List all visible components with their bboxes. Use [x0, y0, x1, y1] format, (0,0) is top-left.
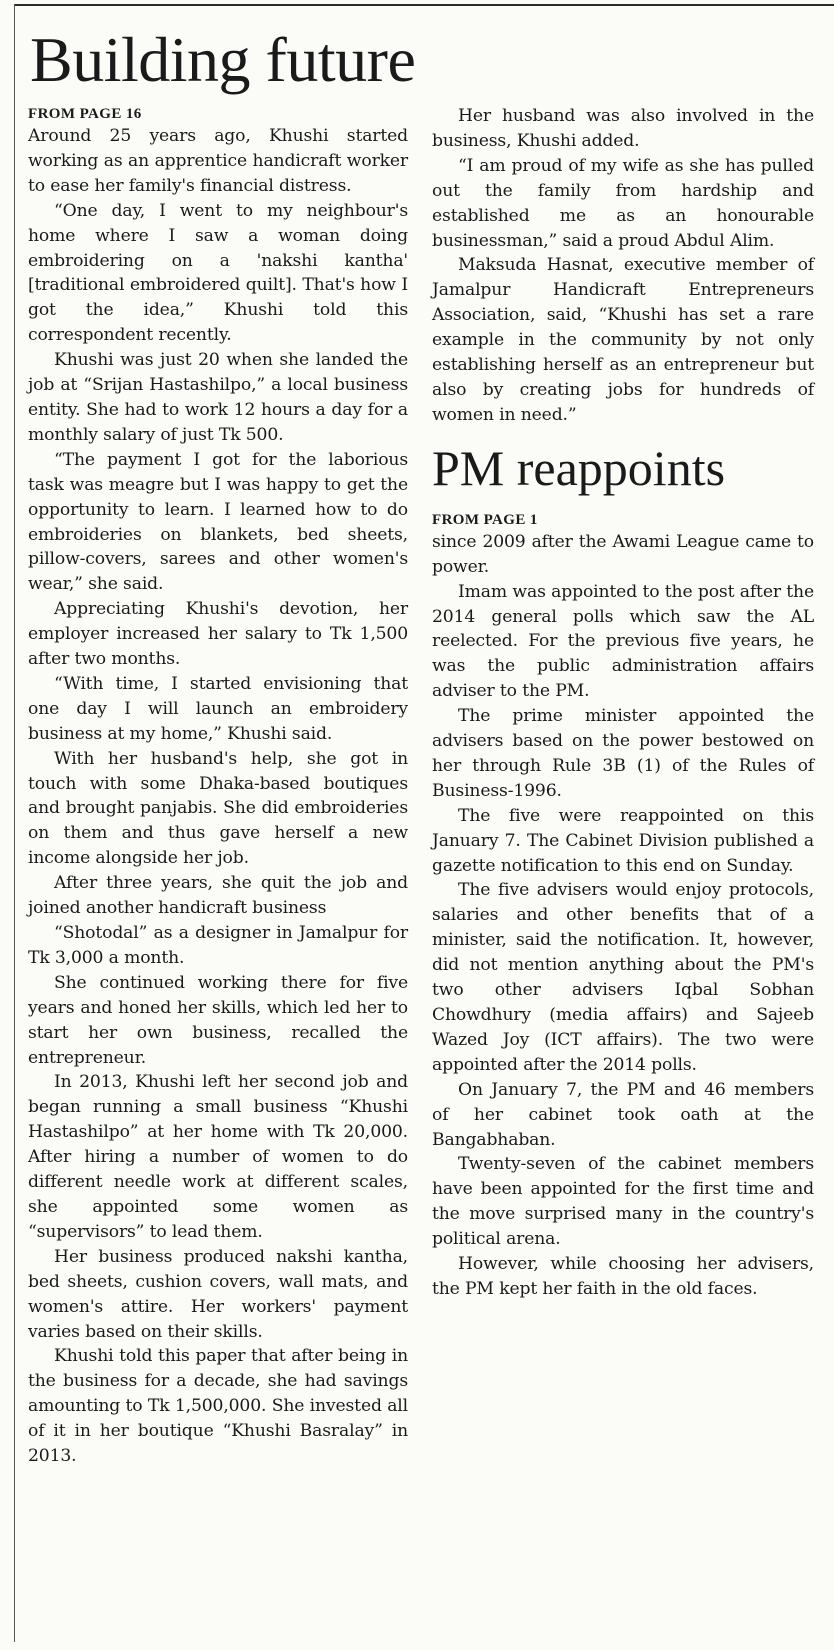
right-column: [432, 104, 814, 1302]
paragraph: “The payment I got for the laborious task was meagre but I was happy to get the opportunity to learn. I learned how to do embroideries on blankets, bed sheets, pillow-covers, sarees and other women's wear,” she said.: [28, 449, 408, 595]
paragraph: “One day, I went to my neighbour's home where I saw a woman doing embroidering on a 'nakshi kantha' [traditional embroidered quilt]. That's how I got the idea,” Khushi told this correspondent recently.: [28, 200, 408, 346]
paragraph: “With time, I started envisioning that one day I will launch an embroidery business at my home,” Khushi said.: [28, 673, 408, 744]
paragraph: “I am proud of my wife as she has pulled out the family from hardship and established me as an honourable businessman,” said a proud Abdul Alim.: [432, 155, 814, 251]
paragraph: “Shotodal” as a designer in Jamalpur for Tk 3,000 a month.: [28, 923, 408, 968]
paragraph: Her business produced nakshi kantha, bed sheets, cushion covers, wall mats, and women's attire. Her workers' payment varies based on their skills.: [28, 1246, 408, 1342]
paragraph: The five were reappointed on this January 7. The Cabinet Division published a gazette notification to this end on Sunday.: [432, 805, 814, 876]
paragraph: On January 7, the PM and 46 members of her cabinet took oath at the Bangabhaban.: [432, 1079, 814, 1150]
jump-line-from-page-1: FROM PAGE 1: [432, 511, 538, 528]
paragraph: Appreciating Khushi's devotion, her employer increased her salary to Tk 1,500 after two months.: [28, 599, 408, 670]
paragraph: She continued working there for five years and honed her skills, which led her to start her own business, recalled the entrepreneur.: [28, 972, 408, 1068]
top-rule: [14, 4, 834, 6]
paragraph: Twenty-seven of the cabinet members have been appointed for the first time and the move surprised many in the country's political arena.: [432, 1154, 814, 1250]
paragraph: Around 25 years ago, Khushi started working as an apprentice handicraft worker to ease her family's financial distress.: [28, 126, 408, 196]
paragraph: Imam was appointed to the post after the 2014 general polls which saw the AL reelected. For the previous five years, he was the public administration affairs adviser to the PM.: [432, 581, 814, 702]
paragraph: However, while choosing her advisers, the PM kept her faith in the old faces.: [432, 1254, 814, 1299]
article-headline-building-future: Building future: [30, 24, 416, 95]
paragraph: With her husband's help, she got in touch with some Dhaka-based boutiques and brought panjabis. She did embroideries on them and thus gave herself a new income alongside her job.: [28, 748, 408, 869]
paragraph: Khushi told this paper that after being in the business for a decade, she had savings amounting to Tk 1,500,000. She invested all of it in her boutique “Khushi Basralay” in 2013.: [28, 1346, 408, 1467]
paragraph: The five advisers would enjoy protocols, salaries and other benefits that of a minister, said the notification. It, however, did not mention anything about the PM's two other advisers Iqbal Sobhan Chowdhury (media affairs) and Sajeeb Wazed Joy (ICT affairs). The two were appointed after the 2014 polls.: [432, 880, 814, 1075]
left-column: [28, 104, 408, 1469]
paragraph: since 2009 after the Awami League came to power.: [432, 531, 814, 577]
paragraph: After three years, she quit the job and joined another handicraft business: [28, 873, 408, 919]
article-headline-pm-reappoints: PM reappoints: [432, 439, 726, 496]
paragraph: Khushi was just 20 when she landed the job at “Srijan Hastashilpo,” a local business entity. She had to work 12 hours a day for a monthly salary of just Tk 500.: [28, 350, 408, 445]
paragraph: The prime minister appointed the advisers based on the power bestowed on her through Rule 3B (1) of the Rules of Business-1996.: [432, 706, 814, 801]
paragraph: Maksuda Hasnat, executive member of Jamalpur Handicraft Entrepreneurs Association, said, “Khushi has set a rare example in the community by not only establishing herself as an entrepreneur but also by creating jobs for hundreds of women in need.”: [432, 255, 814, 425]
jump-line-from-page-16: FROM PAGE 16: [28, 106, 142, 122]
left-column-rule: [14, 4, 15, 1642]
paragraph: Her husband was also involved in the business, Khushi added.: [432, 106, 814, 151]
paragraph: In 2013, Khushi left her second job and began running a small business “Khushi Hastashilpo” at her home with Tk 20,000. After hiring a number of women to do different needle work at different scales, she appointed some women as “supervisors” to lead them.: [28, 1072, 408, 1242]
